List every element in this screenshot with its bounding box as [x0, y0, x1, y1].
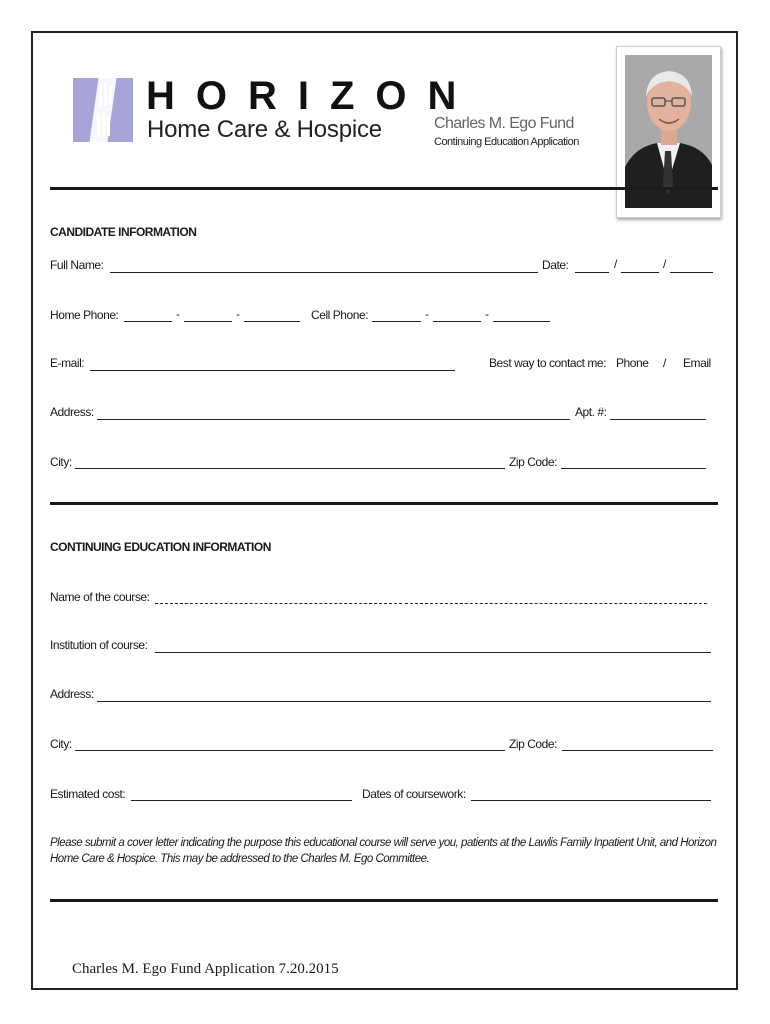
fund-name: Charles M. Ego Fund — [434, 115, 574, 132]
estimated-cost-label: Estimated cost: — [50, 787, 126, 801]
date-separator: / — [663, 257, 667, 271]
horizon-hands-logo-icon — [73, 78, 133, 142]
section-divider-bottom — [50, 899, 718, 902]
apt-label: Apt. #: — [575, 405, 607, 419]
section-divider-top — [50, 187, 718, 190]
course-city-label: City: — [50, 737, 72, 751]
institution-label: Institution of course: — [50, 638, 148, 652]
form-subtitle: Continuing Education Application — [434, 136, 579, 148]
coursework-dates-label: Dates of coursework: — [362, 787, 466, 801]
cell-phone-label: Cell Phone: — [311, 308, 369, 322]
home-phone-prefix-field[interactable] — [184, 321, 232, 322]
logo-subtitle: Home Care & Hospice — [147, 116, 382, 143]
date-label: Date: — [542, 258, 569, 272]
contact-preference-label: Best way to contact me: — [489, 356, 607, 370]
course-zip-field[interactable] — [562, 750, 713, 751]
phone-dash: - — [176, 307, 180, 321]
course-address-field[interactable] — [97, 701, 711, 702]
home-phone-line-field[interactable] — [244, 321, 300, 322]
portrait-photo — [616, 46, 721, 218]
cell-phone-line-field[interactable] — [493, 321, 550, 322]
cell-phone-area-field[interactable] — [372, 321, 421, 322]
institution-field[interactable] — [155, 652, 711, 653]
date-month-field[interactable] — [575, 272, 609, 273]
estimated-cost-field[interactable] — [131, 800, 352, 801]
contact-option-phone[interactable]: Phone — [616, 356, 649, 370]
phone-dash: - — [236, 307, 240, 321]
full-name-field[interactable] — [110, 272, 538, 273]
section-divider-middle — [50, 502, 718, 505]
phone-dash: - — [425, 307, 429, 321]
contact-option-separator: / — [663, 356, 666, 370]
full-name-label: Full Name: — [50, 258, 104, 272]
course-name-field-continued[interactable] — [405, 603, 707, 604]
city-label: City: — [50, 455, 72, 469]
address-label: Address: — [50, 405, 94, 419]
zip-field[interactable] — [561, 468, 706, 469]
course-name-label: Name of the course: — [50, 590, 150, 604]
apt-field[interactable] — [610, 419, 706, 420]
phone-dash: - — [485, 307, 489, 321]
date-day-field[interactable] — [621, 272, 659, 273]
course-city-field[interactable] — [75, 750, 505, 751]
email-field[interactable] — [90, 370, 455, 371]
submission-instructions: Please submit a cover letter indicating the purpose this educational course will serve you, patients at the Lawlis Family Inpatient Unit, and Horizon Home Care & Hospice. This may be addressed to the Charles M. Ego Committee. — [50, 837, 717, 865]
home-phone-area-field[interactable] — [124, 321, 172, 322]
education-section-title: CONTINUING EDUCATION INFORMATION — [50, 540, 271, 554]
footer-form-version: Charles M. Ego Fund Application 7.20.2015 — [72, 961, 339, 977]
date-year-field[interactable] — [670, 272, 713, 273]
date-separator: / — [614, 257, 618, 271]
candidate-section-title: CANDIDATE INFORMATION — [50, 225, 197, 239]
cell-phone-prefix-field[interactable] — [433, 321, 481, 322]
address-field[interactable] — [97, 419, 570, 420]
contact-option-email[interactable]: Email — [683, 356, 711, 370]
course-name-field[interactable] — [155, 603, 402, 604]
course-address-label: Address: — [50, 687, 94, 701]
portrait-illustration — [625, 55, 712, 208]
zip-label: Zip Code: — [509, 455, 557, 469]
email-label: E-mail: — [50, 356, 85, 370]
home-phone-label: Home Phone: — [50, 308, 119, 322]
logo-wordmark: HORIZON — [146, 74, 478, 118]
coursework-dates-field[interactable] — [471, 800, 711, 801]
course-zip-label: Zip Code: — [509, 737, 557, 751]
city-field[interactable] — [75, 468, 505, 469]
